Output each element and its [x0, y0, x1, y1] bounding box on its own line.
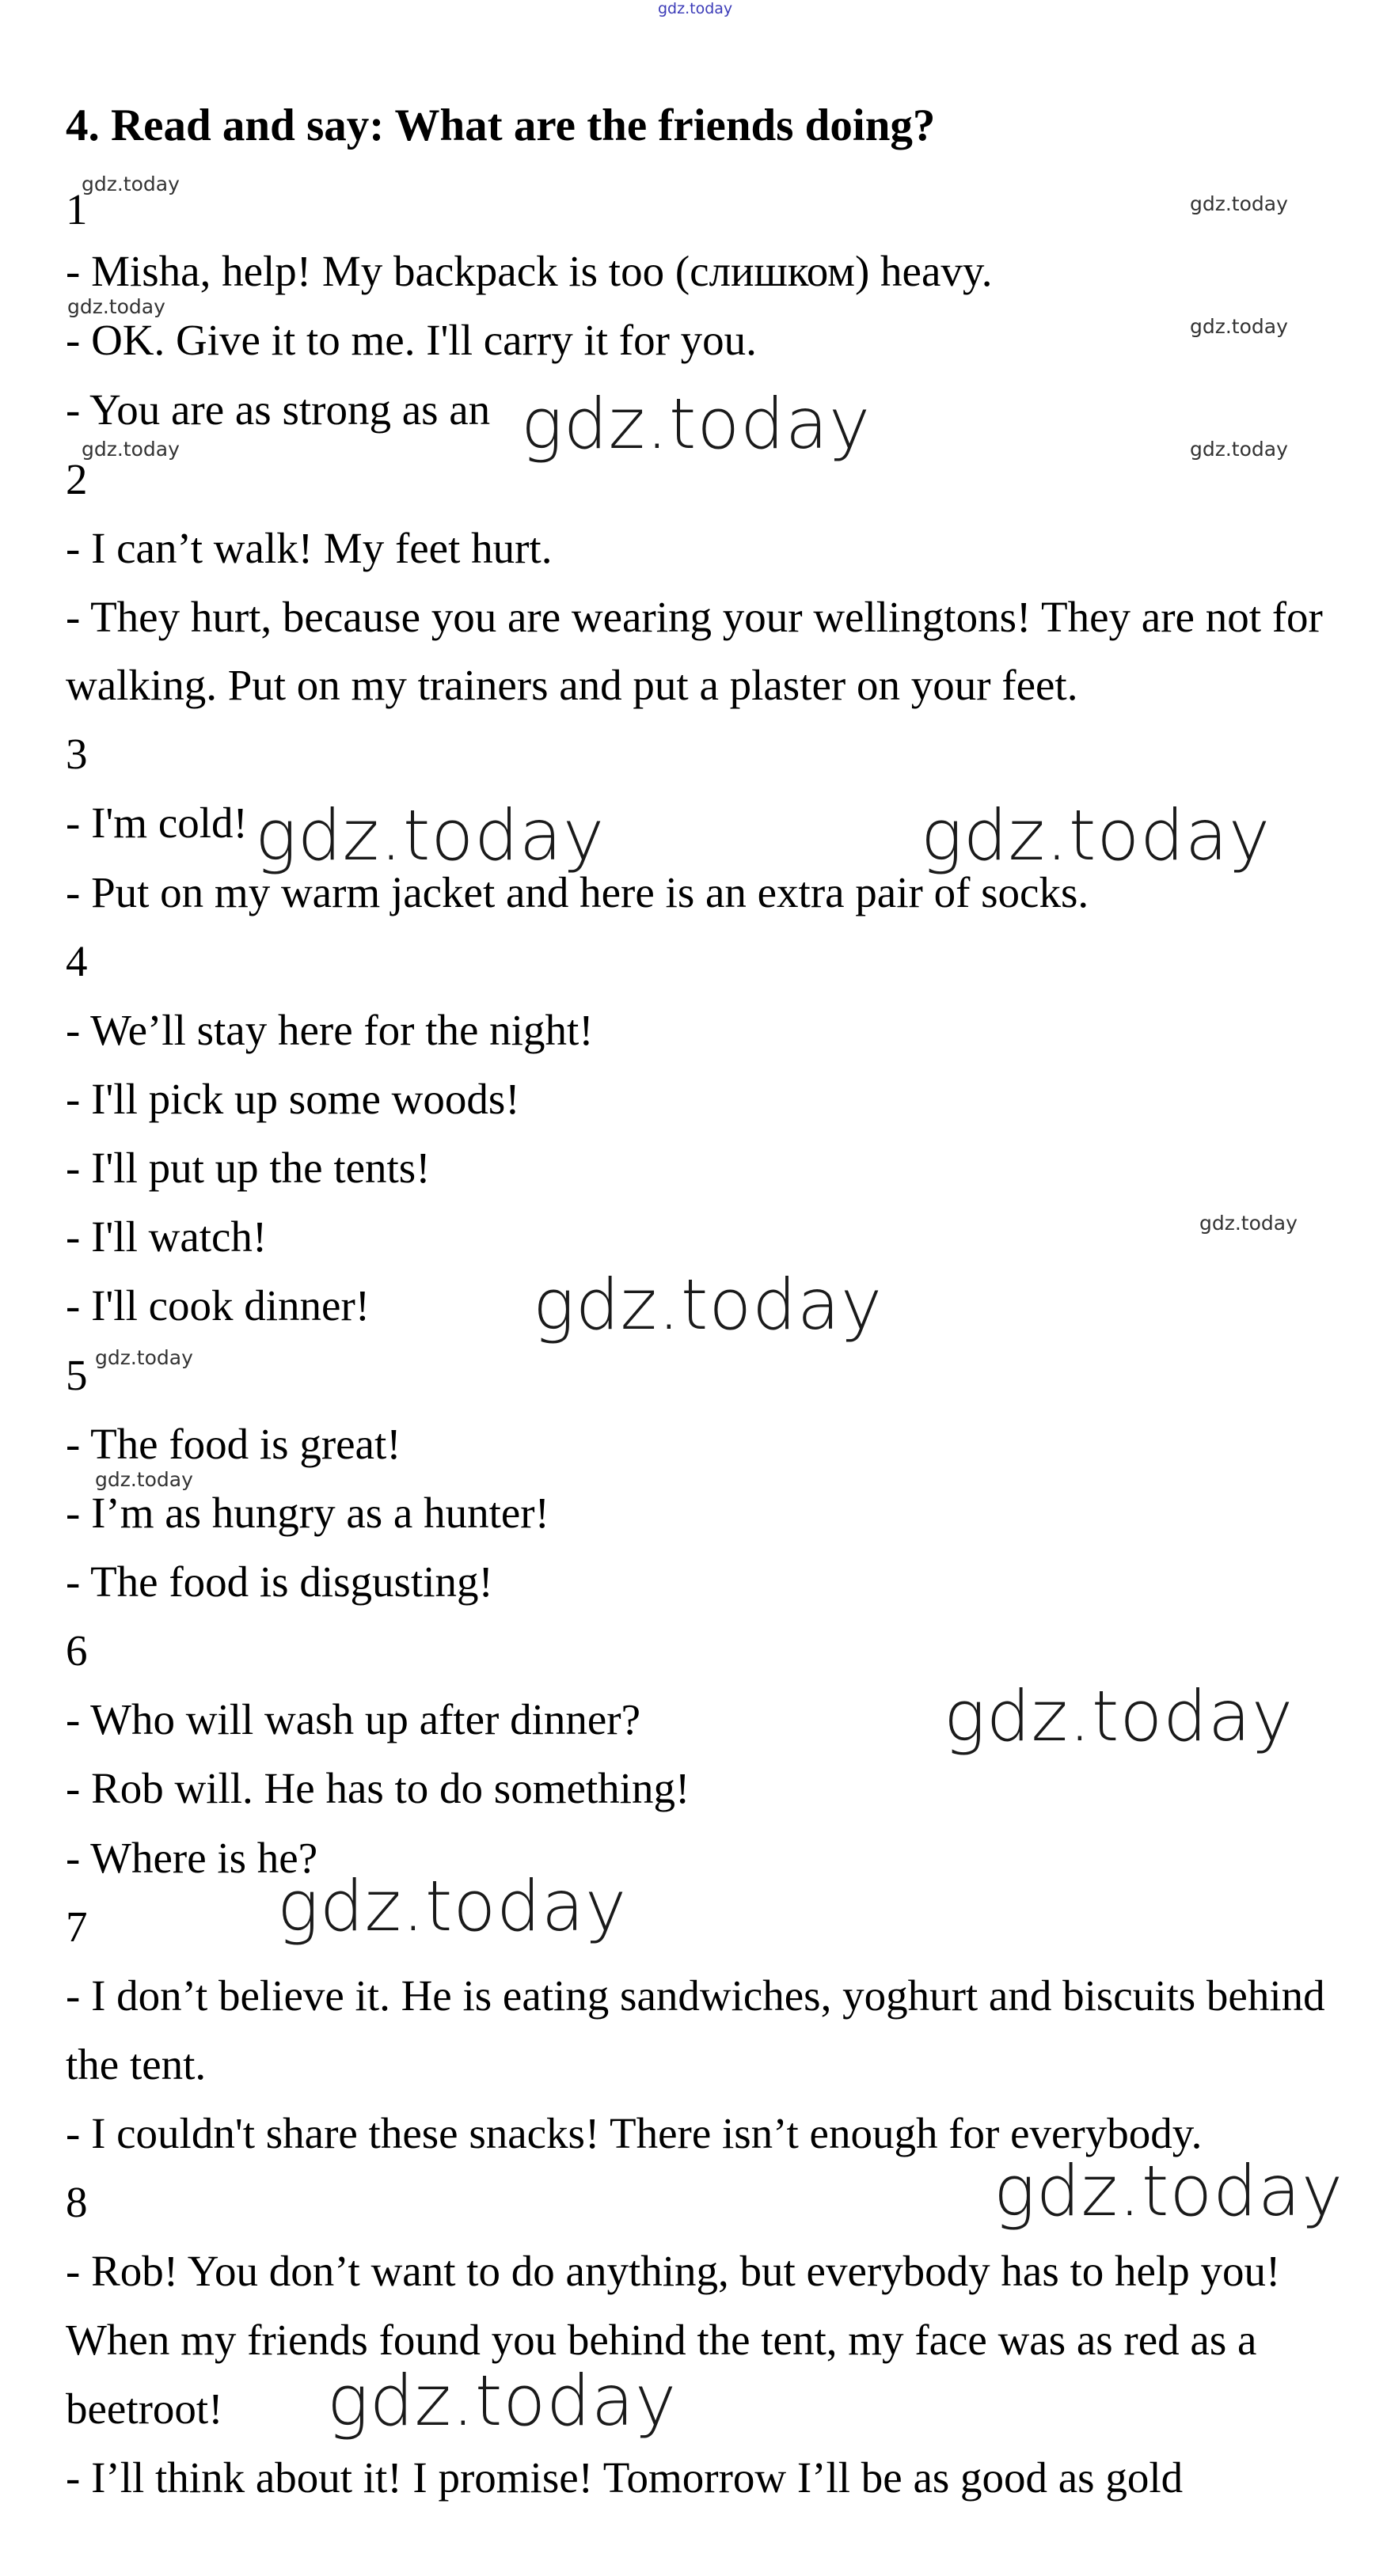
dialogue-line: - I'll watch!	[66, 1212, 268, 1261]
watermark-small: gdz.today	[1199, 1212, 1298, 1235]
dialogue-line: - We’ll stay here for the night!	[66, 1006, 594, 1054]
dialogue-line: - Rob! You don’t want to do anything, but everybody has to help you!	[66, 2247, 1281, 2295]
dialogue-line: - Misha, help! My backpack is too (слишком) heavy.	[66, 247, 993, 295]
watermark-large: gdz.today	[994, 2150, 1344, 2232]
dialogue-number-2: 2	[66, 455, 88, 503]
watermark-large: gdz.today	[944, 1675, 1294, 1757]
dialogue-number-5: 5	[66, 1351, 88, 1399]
dialogue-line: - I couldn't share these snacks! There isn’t enough for everybody.	[66, 2109, 1203, 2157]
dialogue-line: - I’m as hungry as a hunter!	[66, 1489, 549, 1537]
dialogue-line: When my friends found you behind the tent, my face was as red as a	[66, 2316, 1257, 2364]
watermark-small: gdz.today	[95, 1468, 193, 1491]
dialogue-line: - Who will wash up after dinner?	[66, 1695, 640, 1743]
dialogue-line: - Put on my warm jacket and here is an extra pair of socks.	[66, 868, 1089, 916]
dialogue-line: - I’ll think about it! I promise! Tomorrow I’ll be as good as gold	[66, 2453, 1184, 2502]
dialogue-number-6: 6	[66, 1626, 88, 1675]
dialogue-number-4: 4	[66, 937, 88, 985]
dialogue-number-7: 7	[66, 1903, 88, 1951]
dialogue-line: - Rob will. He has to do something!	[66, 1764, 690, 1812]
watermark-small: gdz.today	[95, 1346, 193, 1369]
dialogue-line: - OK. Give it to me. I'll carry it for you.	[66, 316, 757, 364]
watermark-small: gdz.today	[1190, 315, 1288, 338]
watermark-large: gdz.today	[921, 795, 1271, 876]
watermark-small: gdz.today	[1190, 438, 1288, 461]
exercise-title: 4. Read and say: What are the friends doing?	[66, 101, 936, 150]
dialogue-line: - I don’t believe it. He is eating sandwiches, yoghurt and biscuits behind	[66, 1971, 1325, 2020]
dialogue-line: - The food is great!	[66, 1420, 401, 1468]
dialogue-line: - They hurt, because you are wearing your wellingtons! They are not for	[66, 593, 1323, 641]
dialogue-number-3: 3	[66, 730, 88, 778]
dialogue-line: - I'm cold!	[66, 799, 248, 847]
dialogue-line: - I'll pick up some woods!	[66, 1075, 520, 1123]
dialogue-line: - I'll put up the tents!	[66, 1144, 431, 1192]
dialogue-line: beetroot!	[66, 2384, 223, 2433]
watermark-small: gdz.today	[1190, 192, 1288, 215]
watermark-small: gdz.today	[67, 295, 165, 318]
watermark-header: gdz.today	[658, 0, 733, 17]
dialogue-number-1: 1	[66, 185, 88, 233]
watermark-large: gdz.today	[533, 1264, 884, 1345]
dialogue-line: the tent.	[66, 2040, 207, 2088]
dialogue-line: - I can’t walk! My feet hurt.	[66, 524, 553, 572]
watermark-large: gdz.today	[521, 383, 872, 465]
dialogue-line: - The food is disgusting!	[66, 1557, 493, 1606]
dialogue-number-8: 8	[66, 2178, 88, 2226]
dialogue-line: walking. Put on my trainers and put a plaster on your feet.	[66, 661, 1078, 709]
dialogue-line: - You are as strong as an	[66, 385, 491, 434]
watermark-large: gdz.today	[255, 795, 606, 876]
watermark-small: gdz.today	[82, 173, 180, 195]
dialogue-line: - Where is he?	[66, 1834, 318, 1882]
watermark-small: gdz.today	[82, 438, 180, 461]
watermark-large: gdz.today	[327, 2360, 678, 2441]
dialogue-line: - I'll cook dinner!	[66, 1281, 370, 1330]
watermark-large: gdz.today	[277, 1865, 628, 1947]
